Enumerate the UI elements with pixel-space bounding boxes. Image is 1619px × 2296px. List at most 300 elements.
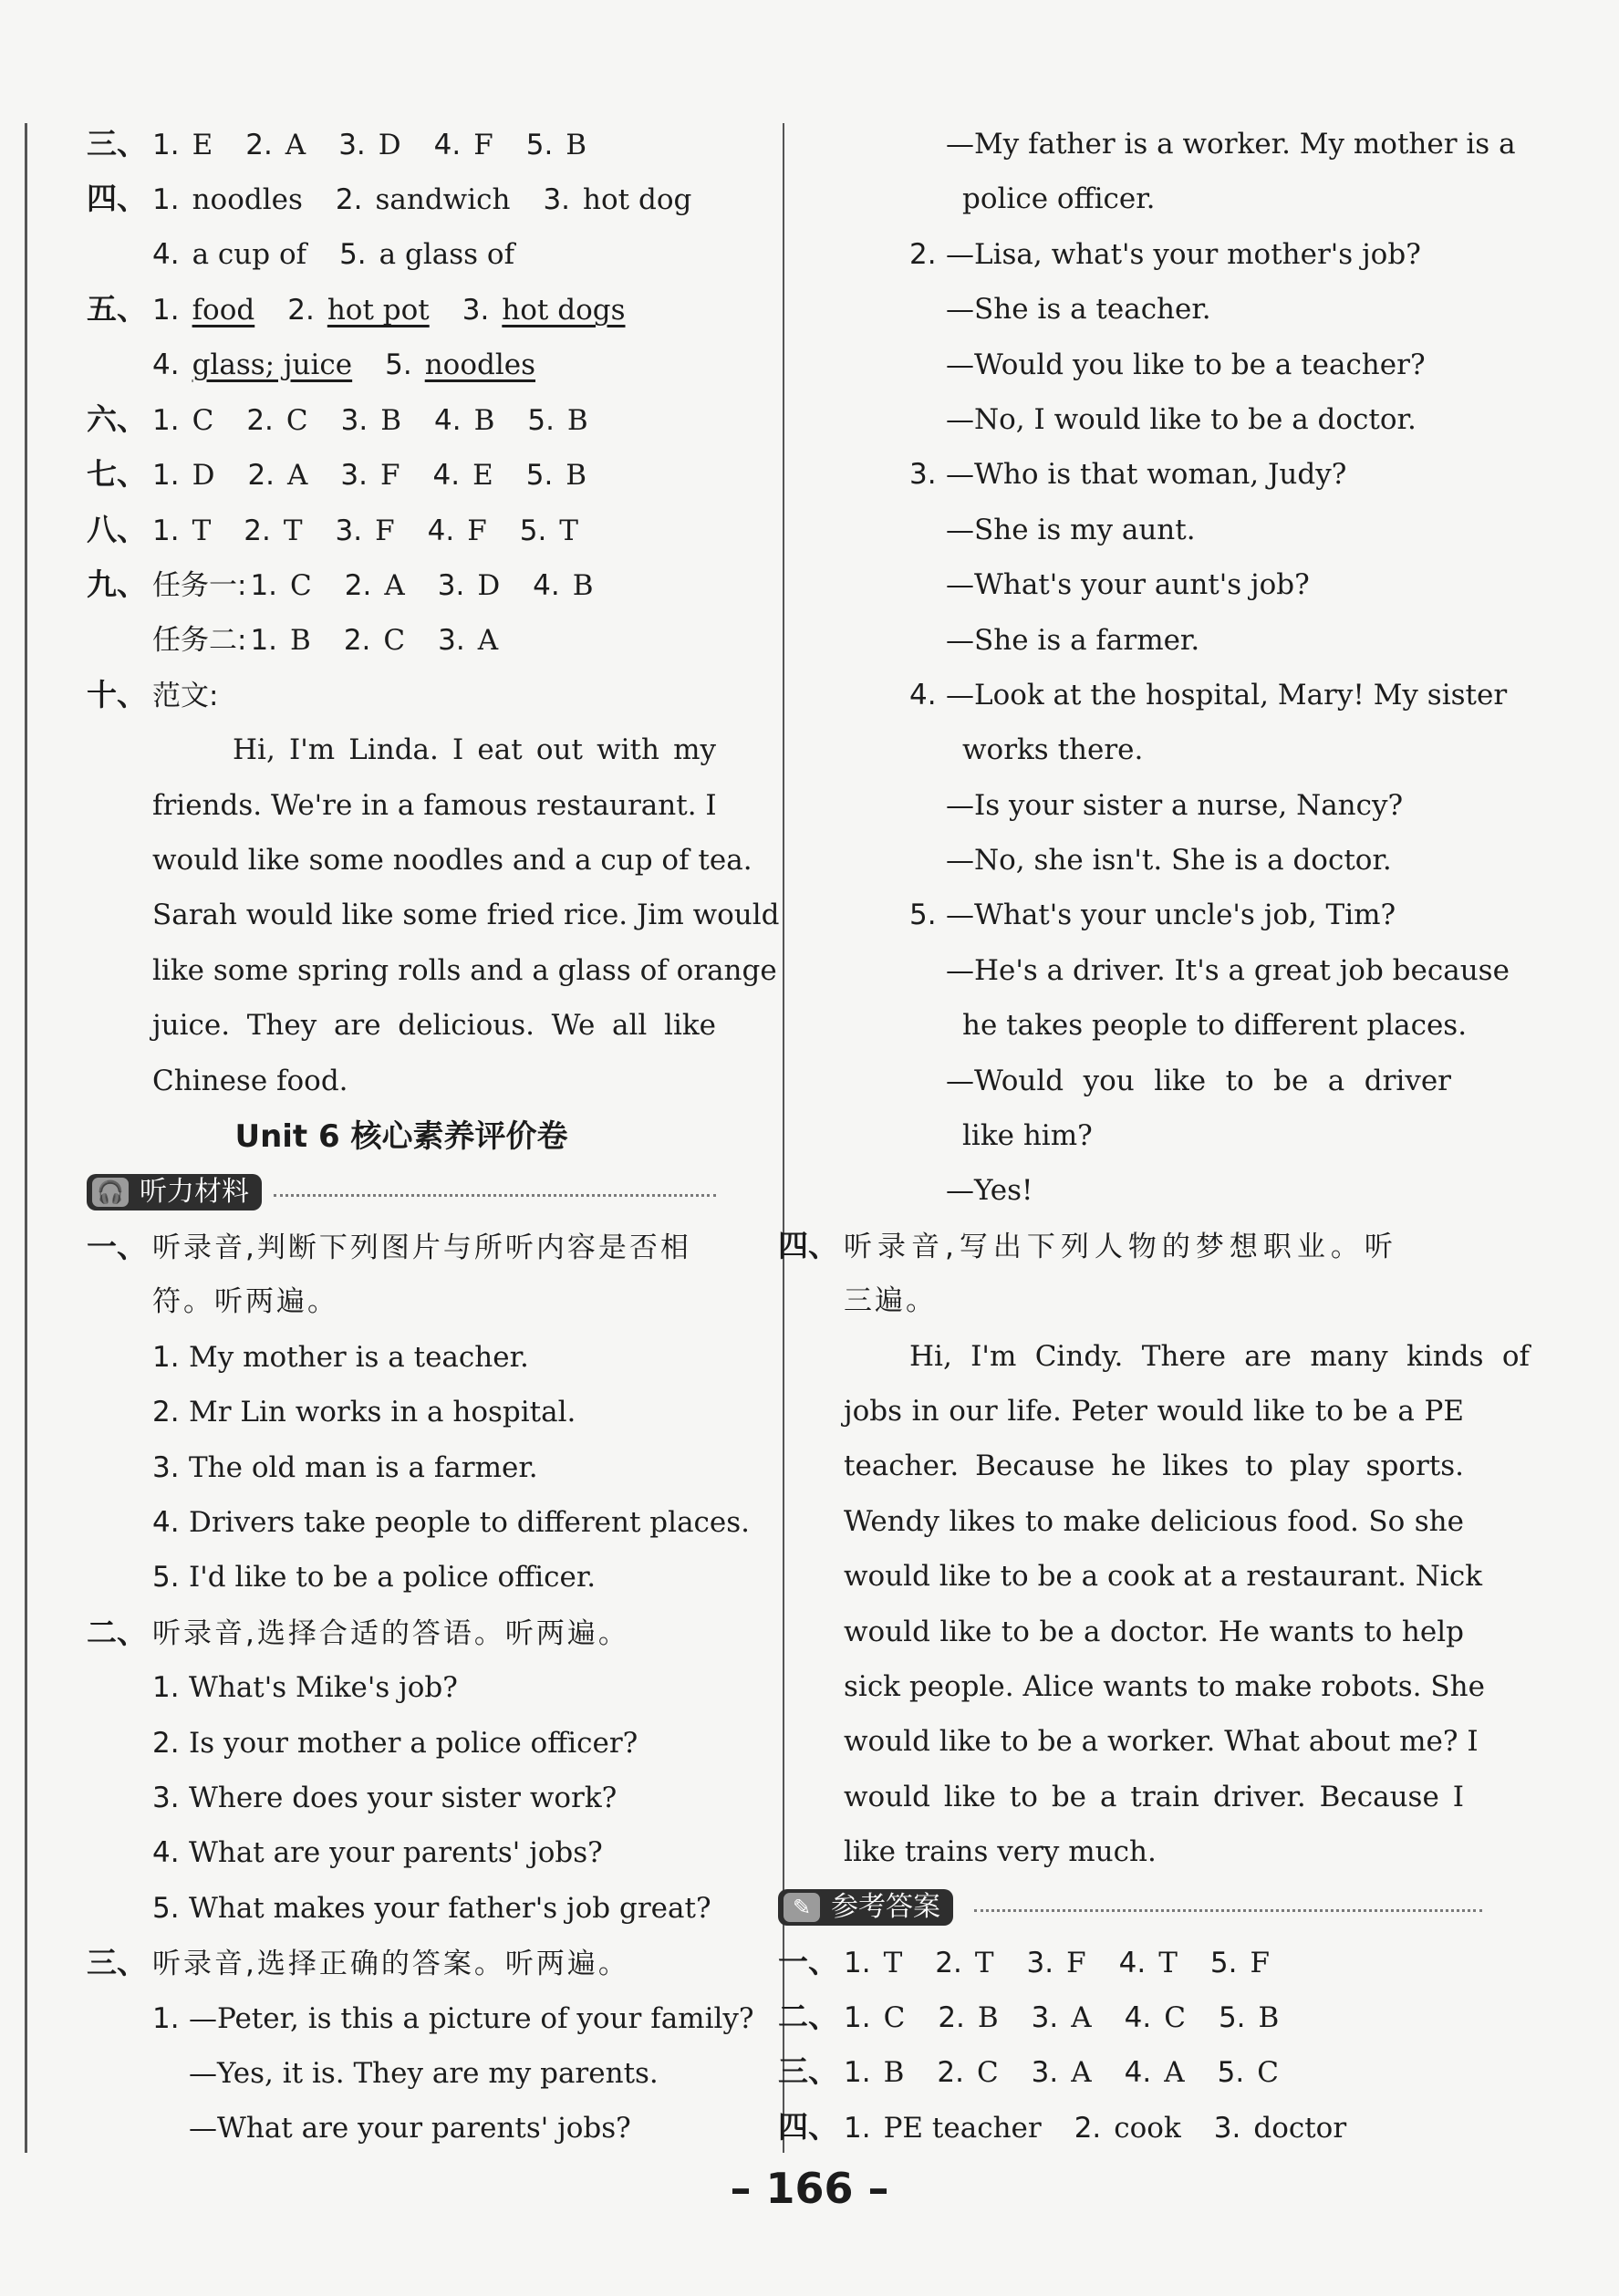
answer-item-number: 4. (1124, 2000, 1152, 2034)
answer-item (526, 118, 586, 172)
answer-item (345, 558, 405, 613)
question-number: 二、 (778, 1998, 838, 2034)
dotted-rule (974, 1909, 1482, 1912)
dialog-line (844, 722, 1482, 777)
answer-item-value: A (1164, 2056, 1185, 2090)
question-number: 六、 (87, 400, 147, 437)
answer-item-number: 4. (533, 569, 560, 603)
question-number: 四、 (778, 1227, 838, 1263)
answer-row (87, 282, 716, 337)
dialog-line (844, 1163, 1482, 1218)
dialog-line (844, 998, 1482, 1053)
question-number: 一、 (778, 1943, 838, 1979)
answer-item (336, 504, 395, 558)
listening-item (87, 1825, 716, 1880)
answer-item-value: noodles (424, 348, 536, 381)
answer-item (244, 504, 302, 558)
answer-item (1032, 2045, 1092, 2100)
right-column (778, 117, 1530, 2155)
answer-item (527, 393, 587, 448)
answer-item-number: 3. (543, 183, 571, 217)
answer-item-number: 4. (152, 348, 180, 381)
passage-line: Hi, I'm Cindy. There are many kinds of (909, 1339, 1530, 1373)
item-number: 2. (152, 1396, 180, 1429)
item-text: —Is your sister a nurse, Nancy? (946, 788, 1404, 822)
answer-item (1074, 2101, 1181, 2156)
dialog-line (844, 503, 1482, 557)
answer-item-value: F (1250, 1946, 1270, 1979)
answer-item-number: 2. (247, 459, 275, 493)
answer-item-number: 1. (844, 2111, 871, 2145)
answer-item-number: 3. (338, 129, 366, 161)
answer-prefix: 任务一: (152, 569, 247, 603)
answer-item (245, 118, 306, 172)
answer-item-number: 5. (339, 237, 367, 271)
answer-item-value: B (380, 403, 401, 437)
answer-item-value: C (1164, 2000, 1186, 2034)
answer-item-number: 1. (152, 183, 180, 217)
answer-item (1119, 1936, 1178, 1990)
listening-item (87, 1716, 716, 1771)
answer-item (935, 1936, 993, 1990)
passage-line: would like to be a doctor. He wants to help (844, 1615, 1464, 1648)
answer-item-number: 2. (244, 514, 271, 547)
answer-row (87, 557, 716, 612)
answer-item-number: 2. (938, 2000, 965, 2034)
notebook-pen-icon: ✎ (784, 1893, 820, 1922)
answer-item (152, 118, 213, 172)
answer-item-number: 1. (152, 403, 180, 437)
item-text: works there. (962, 733, 1144, 767)
essay-line: would like some noodles and a cup of tea. (152, 844, 752, 878)
answer-item (152, 227, 306, 282)
answer-item (336, 172, 511, 227)
question-number: 七、 (87, 456, 147, 493)
answer-item-value: T (1158, 1946, 1178, 1979)
item-text: —She is a teacher. (946, 293, 1211, 327)
answer-item-number: 3. (437, 569, 465, 603)
listening-section-tag (87, 1174, 262, 1210)
question-4 (778, 1219, 1482, 1273)
answer-item-value: C (883, 2000, 906, 2034)
answer-item-value: hot dogs (502, 294, 626, 327)
dialog-line (87, 2046, 716, 2101)
answer-item-value: PE teacher (883, 2111, 1042, 2145)
answer-item-value: B (977, 2000, 999, 2034)
essay-line: friends. We're in a famous restaurant. I (152, 788, 717, 822)
answer-item-number: 5. (1209, 1946, 1238, 1979)
answer-item-value: A (384, 569, 405, 603)
answer-item (152, 172, 303, 227)
answer-item-value: C (976, 2056, 999, 2090)
answer-item-number: 5. (525, 129, 554, 161)
answer-item-number: 3. (462, 294, 490, 327)
passage-line: jobs in our life. Peter would like to be a PE (844, 1394, 1464, 1428)
answer-row (87, 613, 716, 668)
answer-item-number: 3. (340, 459, 368, 493)
item-text: What are your parents' jobs? (189, 1836, 603, 1870)
answer-item-value: B (883, 2056, 905, 2090)
answer-item-value: sandwich (375, 183, 511, 217)
answer-item (938, 1990, 998, 2045)
item-number: 4. (909, 678, 937, 712)
dialog-line (844, 392, 1482, 447)
answer-item (250, 558, 311, 613)
question-number: 四、 (87, 181, 147, 217)
essay-line: like some spring rolls and a glass of orange (152, 953, 777, 987)
question-number: 十、 (87, 676, 147, 712)
answer-item (844, 1936, 902, 1990)
answer-section-label: 参考答案 (831, 1890, 940, 1923)
question-text: 听录音,选择正确的答案。听两遍。 (152, 1948, 629, 1981)
answer-item (1125, 2045, 1185, 2100)
dialog-line (87, 1991, 754, 2046)
answer-item (462, 283, 626, 338)
answer-item (1125, 1990, 1186, 2045)
answer-item-number: 1. (152, 129, 180, 161)
passage-line: would like to be a cook at a restaurant. Nick (844, 1560, 1482, 1594)
passage-line: would like to be a train driver. Because I (844, 1780, 1464, 1813)
answer-item-value: B (566, 129, 587, 161)
answer-item-value: T (974, 1946, 994, 1979)
answer-item-number: 3. (340, 403, 368, 437)
answer-row (87, 668, 716, 722)
item-text: —Would you like to be a driver (946, 1064, 1451, 1097)
item-text: —No, I would like to be a doctor. (946, 402, 1417, 436)
answer-item-value: A (287, 459, 308, 493)
answer-item-value: T (283, 514, 303, 547)
question-text: 听录音,写出下列人物的梦想职业。听 (844, 1230, 1398, 1263)
answer-item (287, 283, 429, 338)
answer-item-value: F (375, 514, 395, 547)
item-number: 2. (152, 1726, 180, 1760)
answer-item (844, 1990, 905, 2045)
answer-item-value: cook (1114, 2111, 1181, 2145)
answer-item-number: 4. (427, 514, 455, 547)
item-text: Mr Lin works in a hospital. (189, 1396, 576, 1429)
answer-item (543, 172, 691, 227)
answer-item-value: F (379, 459, 400, 493)
answer-item-number: 1. (250, 623, 278, 657)
dialog-line (844, 227, 1482, 282)
essay-line: juice. They are delicious. We all like (152, 1009, 716, 1043)
question-number: 一、 (87, 1229, 147, 1265)
answer-item-value: a cup of (192, 237, 307, 271)
answer-row (87, 338, 716, 392)
item-number: 4. (152, 1505, 180, 1539)
dialog-line (844, 282, 1482, 337)
passage-line: Wendy likes to make delicious food. So she (844, 1504, 1464, 1538)
item-text: —My father is a worker. My mother is a (946, 128, 1516, 161)
answer-item-value: F (1066, 1946, 1086, 1979)
answer-item (340, 448, 400, 503)
answer-item-value: B (566, 403, 588, 437)
item-text: —Peter, is this a picture of your family? (189, 2001, 754, 2035)
answer-item (152, 448, 214, 503)
answer-item-number: 4. (1124, 2056, 1152, 2090)
answer-item (341, 393, 401, 448)
item-text: —Would you like to be a teacher? (946, 348, 1426, 381)
item-text: like him? (962, 1119, 1093, 1153)
listening-item (87, 1771, 716, 1825)
answer-item-value: F (473, 129, 493, 161)
answer-prefix: 任务二: (152, 623, 247, 657)
item-text: —Look at the hospital, Mary! My sister (946, 678, 1508, 712)
answer-item-value: doctor (1253, 2111, 1347, 2145)
item-text: he takes people to different places. (962, 1009, 1468, 1043)
answer-row (778, 2044, 1482, 2099)
item-text: What's Mike's job? (189, 1671, 458, 1705)
answer-item (152, 504, 211, 558)
answer-row (87, 447, 716, 502)
question-1-continued: 符。听两遍。 (152, 1285, 338, 1319)
answer-row (87, 117, 716, 171)
answer-item-number: 4. (432, 459, 461, 493)
answer-row (87, 392, 716, 447)
listening-item (87, 1385, 716, 1439)
passage-line: like trains very much. (844, 1835, 1157, 1869)
answer-item-value: E (192, 129, 213, 161)
item-text: —What's your uncle's job, Tim? (946, 899, 1396, 932)
question-text: 听录音,判断下列图片与所听内容是否相 (152, 1231, 691, 1265)
dialog-line (844, 833, 1482, 888)
answer-item-value: hot dog (583, 183, 692, 217)
listening-item (87, 1660, 716, 1715)
answer-item (385, 338, 535, 392)
answer-item (152, 338, 352, 392)
item-text: —He's a driver. It's a great job because (946, 953, 1510, 987)
answer-item (1219, 1990, 1279, 2045)
answer-item-value: F (467, 514, 487, 547)
answer-item-value: a glass of (379, 237, 515, 271)
answer-item-value: hot pot (327, 294, 430, 327)
answer-item (247, 448, 307, 503)
item-text: —Lisa, what's your mother's job? (946, 237, 1421, 271)
answer-item (844, 2045, 904, 2100)
dialog-line (844, 668, 1508, 722)
answer-item (937, 2045, 998, 2100)
answer-item-number: 3. (335, 514, 363, 547)
item-number: 4. (152, 1836, 180, 1870)
question-2 (87, 1605, 716, 1660)
item-text: Drivers take people to different places. (189, 1505, 751, 1539)
answer-item (1214, 2101, 1346, 2156)
answer-item-value: C (383, 623, 406, 657)
listening-section (87, 1165, 716, 1220)
left-margin-rule (25, 123, 27, 2153)
question-number: 八、 (87, 511, 147, 547)
answer-item-number: 4. (152, 237, 180, 271)
dialog-line (87, 2101, 716, 2156)
answer-section-tag (778, 1889, 953, 1926)
answer-item-value: D (192, 459, 215, 493)
answer-item-value: A (1071, 2056, 1092, 2090)
answer-item-number: 3. (1031, 2056, 1059, 2090)
answer-item (526, 448, 586, 503)
question-1 (87, 1220, 716, 1274)
item-number: 3. (152, 1781, 180, 1814)
question-4-continued: 三遍。 (844, 1284, 937, 1318)
item-text: —No, she isn't. She is a doctor. (946, 844, 1392, 878)
item-text: The old man is a farmer. (189, 1450, 538, 1484)
answer-item (433, 448, 493, 503)
answer-item (246, 393, 307, 448)
item-number: 1. (152, 2001, 180, 2035)
answer-item (152, 283, 254, 338)
answer-prefix: 范文: (152, 679, 219, 712)
answer-item (344, 613, 405, 668)
answer-item-number: 1. (250, 569, 278, 603)
answer-item-value: A (1071, 2000, 1092, 2034)
item-text: —She is a farmer. (946, 623, 1200, 657)
unit-title: Unit 6 核心素养评价卷 (234, 1118, 568, 1156)
answer-item-number: 3. (438, 623, 465, 657)
passage-line: would like to be a worker. What about me? I (844, 1725, 1479, 1759)
question-text: 听录音,选择合适的答语。听两遍。 (152, 1616, 629, 1650)
listening-item (87, 1495, 751, 1550)
answer-item (844, 2101, 1042, 2156)
answer-item-number: 5. (519, 514, 547, 547)
column-divider (783, 123, 784, 2153)
answer-item-number: 1. (152, 514, 180, 547)
dialog-line (844, 888, 1482, 942)
dialog-line (844, 1054, 1482, 1108)
listening-item (87, 1440, 716, 1495)
answer-item-number: 1. (152, 294, 180, 327)
answer-item (152, 393, 213, 448)
item-text: —She is my aunt. (946, 513, 1196, 546)
answer-item (438, 558, 500, 613)
answer-item-number: 5. (1218, 2000, 1246, 2034)
dialog-line (844, 1108, 1482, 1163)
answer-item-value: C (285, 403, 308, 437)
answer-row (87, 503, 716, 557)
item-number: 1. (152, 1671, 180, 1705)
answer-item (250, 613, 310, 668)
listening-item (87, 1330, 716, 1385)
answer-item-value: T (192, 514, 212, 547)
left-column (87, 117, 780, 2156)
answer-item (428, 504, 487, 558)
dialog-line (844, 943, 1510, 998)
essay-line: Chinese food. (152, 1064, 348, 1097)
listening-item (87, 1881, 716, 1936)
answer-item-number: 5. (525, 459, 554, 493)
answer-item-value: A (477, 623, 499, 657)
answer-item-value: glass; juice (192, 348, 353, 381)
item-text: What makes your father's job great? (189, 1891, 711, 1925)
answer-row (778, 1935, 1482, 1990)
question-number: 三、 (87, 1945, 147, 1981)
answer-item-value: B (290, 623, 311, 657)
dialog-line (844, 778, 1482, 833)
item-text: police officer. (962, 182, 1156, 216)
question-number: 三、 (87, 126, 147, 161)
answer-row (87, 171, 716, 226)
answer-item-number: 4. (433, 403, 462, 437)
answer-item-number: 2. (344, 569, 372, 603)
answer-item (434, 118, 493, 172)
listening-section-label: 听力材料 (140, 1176, 249, 1209)
item-text: —What are your parents' jobs? (189, 2112, 631, 2145)
answer-item-value: C (290, 569, 312, 603)
answer-section (778, 1880, 1482, 1935)
item-text: My mother is a teacher. (189, 1340, 529, 1374)
item-text: Where does your sister work? (189, 1781, 618, 1814)
answer-item-value: A (285, 129, 306, 161)
answer-item (1032, 1990, 1092, 2045)
answer-item-number: 3. (1213, 2111, 1241, 2145)
item-number: 5. (909, 899, 937, 932)
dotted-rule (274, 1194, 716, 1197)
answer-row (778, 2100, 1482, 2155)
answer-item-value: T (883, 1946, 903, 1979)
answer-item-number: 1. (152, 459, 180, 493)
answer-item-value: T (559, 514, 578, 547)
item-text: —Yes, it is. They are my parents. (189, 2056, 659, 2090)
answer-item-number: 1. (844, 2000, 871, 2034)
essay-line: Hi, I'm Linda. I eat out with my (233, 733, 716, 767)
passage-line: sick people. Alice wants to make robots. She (844, 1669, 1485, 1703)
answer-item-number: 1. (844, 1946, 871, 1979)
answer-item-number: 2. (335, 183, 363, 217)
answer-item-number: 2. (1074, 2111, 1102, 2145)
dialog-line (844, 557, 1482, 612)
question-3 (87, 1936, 716, 1990)
answer-item-number: 3. (1031, 2000, 1059, 2034)
answer-item-number: 2. (937, 2056, 964, 2090)
dialog-line (844, 447, 1482, 502)
answer-item-number: 3. (1026, 1946, 1054, 1979)
headphones-icon: 🎧 (92, 1178, 129, 1207)
item-text: I'd like to be a police officer. (189, 1561, 597, 1595)
answer-item-number: 2. (245, 129, 273, 161)
answer-item-number: 5. (385, 348, 412, 381)
answer-item-value: B (1258, 2000, 1280, 2034)
question-number: 五、 (87, 291, 147, 327)
dialog-line (844, 117, 1516, 171)
answer-item-number: 4. (433, 129, 462, 161)
answer-item-value: D (378, 129, 401, 161)
item-text: —Who is that woman, Judy? (946, 458, 1347, 492)
page-number: – 166 – (730, 2164, 889, 2213)
answer-item (338, 118, 400, 172)
question-number: 二、 (87, 1614, 147, 1650)
item-text: —Yes! (946, 1174, 1033, 1208)
answer-row (778, 1990, 1482, 2044)
question-number: 四、 (778, 2108, 838, 2145)
answer-item-number: 2. (287, 294, 315, 327)
answer-item-value: food (192, 294, 255, 327)
item-number: 5. (152, 1891, 180, 1925)
answer-item-number: 4. (1118, 1946, 1147, 1979)
item-number: 5. (152, 1561, 180, 1595)
dialog-line (844, 338, 1482, 392)
answer-item-number: 2. (935, 1946, 962, 1979)
dialog-line (844, 171, 1482, 226)
item-text: Is your mother a police officer? (189, 1726, 638, 1760)
item-number: 1. (152, 1340, 180, 1374)
listening-item (87, 1550, 716, 1605)
answer-item (434, 393, 494, 448)
answer-item-value: B (566, 459, 587, 493)
essay-line: Sarah would like some fried rice. Jim would (152, 899, 780, 932)
answer-item (1210, 1936, 1270, 1990)
answer-item (438, 613, 498, 668)
answer-item-number: 1. (844, 2056, 871, 2090)
answer-item-value: D (477, 569, 501, 603)
passage-line: teacher. Because he likes to play sports. (844, 1449, 1464, 1483)
